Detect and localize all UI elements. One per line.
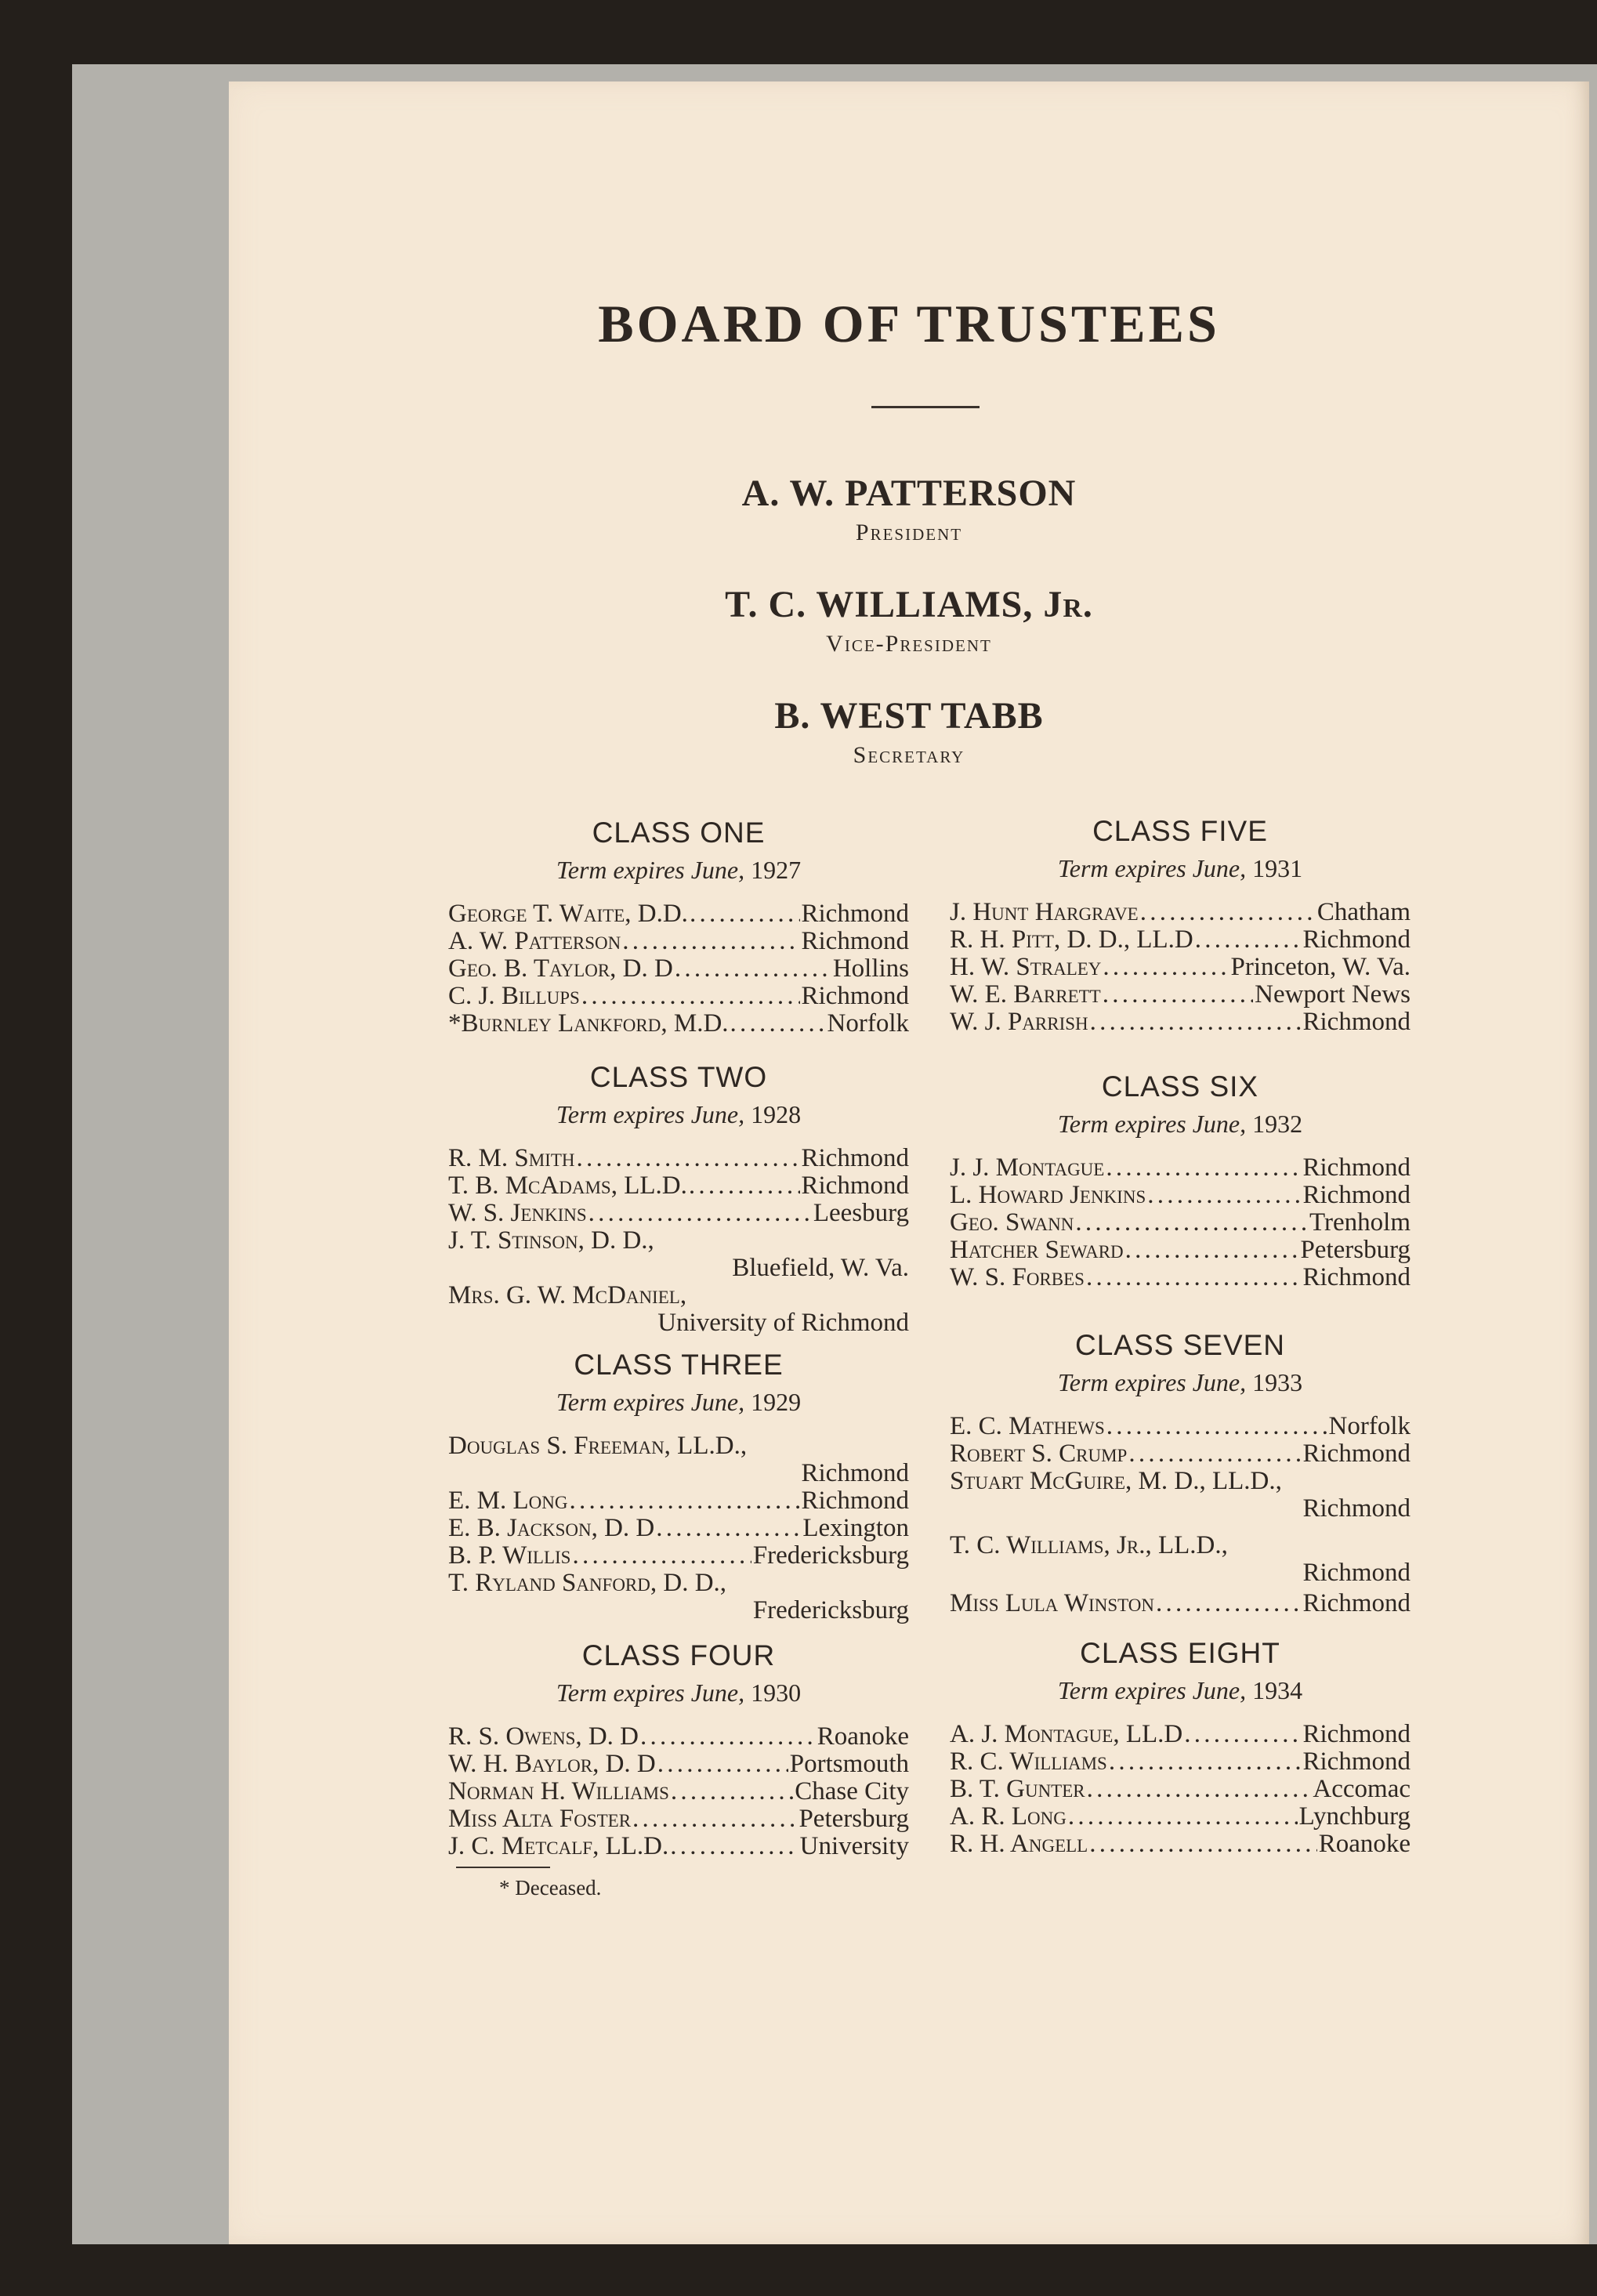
class-three xyxy=(448,1349,909,1624)
footnote: * Deceased. xyxy=(499,1876,602,1899)
class-title: CLASS SIX xyxy=(1101,1070,1259,1103)
trustee-entry: W. S. Jenkins . . . Leesburg xyxy=(448,1200,909,1227)
trustee-entry: J. Hunt Hargrave . . . Chatham xyxy=(950,899,1411,926)
class-seven xyxy=(950,1329,1411,1617)
trustee-entry: Stuart McGuire, M. D., LL.D., Richmond xyxy=(950,1467,1411,1523)
trustee-entry: Norman H. Williams . . . Chase City xyxy=(448,1778,909,1805)
class-term: Term expires June, 1930 xyxy=(556,1679,802,1707)
officer-role: Secretary xyxy=(853,742,965,768)
class-term: Term expires June, 1931 xyxy=(1057,854,1303,882)
trustee-entry: Geo. Swann . . . Trenholm xyxy=(950,1209,1411,1237)
class-six xyxy=(950,1070,1411,1291)
trustee-entry: R. C. Williams . . . Richmond xyxy=(950,1748,1411,1776)
trustee-entry: J. T. Stinson, D. D., Bluefield, W. Va. xyxy=(448,1226,909,1282)
page-title: BOARD OF TRUSTEES xyxy=(598,294,1220,353)
trustee-entry: J. C. Metcalf, LL.D. . . . University xyxy=(448,1833,909,1860)
trustee-entry: Geo. B. Taylor, D. D . . . Hollins xyxy=(448,955,909,983)
trustee-entry: T. B. McAdams, LL.D. . . . Richmond xyxy=(448,1172,909,1200)
trustee-entry: B. T. Gunter . . . Accomac xyxy=(950,1776,1411,1803)
class-five xyxy=(950,815,1411,1036)
class-title: CLASS FOUR xyxy=(581,1639,776,1671)
officer-suffix: Jr. xyxy=(1043,584,1093,625)
trustee-entry: A. R. Long . . . Lynchburg xyxy=(950,1803,1411,1831)
trustee-entry: R. H. Pitt, D. D., LL.D . . . Richmond xyxy=(950,926,1411,954)
class-term: Term expires June, 1934 xyxy=(1057,1676,1303,1704)
class-title: CLASS EIGHT xyxy=(1080,1637,1280,1669)
trustee-entry: Hatcher Seward . . . Petersburg xyxy=(950,1237,1411,1264)
class-four xyxy=(448,1639,909,1860)
trustee-entry: C. J. Billups . . . Richmond xyxy=(448,983,909,1010)
trustee-entry: T. Ryland Sanford, D. D., Fredericksburg xyxy=(448,1569,909,1624)
trustee-entry: T. C. Williams, Jr., LL.D., Richmond xyxy=(950,1531,1411,1587)
class-title: CLASS ONE xyxy=(592,817,766,849)
trustee-entry: W. J. Parrish . . . Richmond xyxy=(950,1009,1411,1036)
trustee-entry: R. M. Smith . . . Richmond xyxy=(448,1145,909,1172)
document-page xyxy=(229,81,1589,2244)
trustee-entry: W. E. Barrett . . . Newport News xyxy=(950,981,1411,1009)
class-term: Term expires June, 1927 xyxy=(556,856,802,884)
class-title: CLASS THREE xyxy=(574,1349,784,1381)
trustee-entry: George T. Waite, D.D. . . . Richmond xyxy=(448,900,909,928)
trustee-entry: E. C. Mathews . . . Norfolk xyxy=(950,1413,1411,1440)
officer-name: A. W. PATTERSON xyxy=(741,473,1077,514)
trustee-entry: R. S. Owens, D. D . . . Roanoke xyxy=(448,1723,909,1751)
trustee-entry: E. M. Long . . . Richmond xyxy=(448,1487,909,1515)
class-term: Term expires June, 1932 xyxy=(1057,1110,1303,1138)
title-rule xyxy=(871,406,980,408)
footnote-rule xyxy=(456,1867,550,1868)
class-title: CLASS SEVEN xyxy=(1074,1329,1286,1361)
trustee-entry: Douglas S. Freeman, LL.D., Richmond xyxy=(448,1432,909,1487)
class-term: Term expires June, 1929 xyxy=(556,1388,802,1416)
officer-vice-president xyxy=(229,583,1589,657)
class-term: Term expires June, 1933 xyxy=(1057,1368,1303,1396)
trustee-entry: Miss Alta Foster . . . Petersburg xyxy=(448,1805,909,1833)
officer-secretary xyxy=(229,694,1589,769)
class-title: CLASS FIVE xyxy=(1092,815,1268,847)
trustee-entry: A. W. Patterson . . . Richmond xyxy=(448,928,909,955)
trustee-entry: A. J. Montague, LL.D . . . Richmond xyxy=(950,1721,1411,1748)
class-two xyxy=(448,1061,909,1337)
class-term: Term expires June, 1928 xyxy=(556,1100,802,1128)
trustee-entry: R. H. Angell . . . Roanoke xyxy=(950,1831,1411,1858)
officer-role: Vice-President xyxy=(826,631,992,657)
trustee-entry: Robert S. Crump . . . Richmond xyxy=(950,1440,1411,1468)
trustee-entry: *Burnley Lankford, M.D. . . . Norfolk xyxy=(448,1010,909,1038)
trustee-entry: W. H. Baylor, D. D . . . Portsmouth xyxy=(448,1751,909,1778)
trustee-entry: B. P. Willis . . . Fredericksburg xyxy=(448,1542,909,1570)
officer-president xyxy=(229,472,1589,546)
class-eight xyxy=(950,1637,1411,1858)
officer-name: B. WEST TABB xyxy=(774,695,1044,737)
trustee-entry: J. J. Montague . . . Richmond xyxy=(950,1154,1411,1182)
trustee-entry: E. B. Jackson, D. D . . . Lexington xyxy=(448,1515,909,1542)
trustee-entry: W. S. Forbes . . . Richmond xyxy=(950,1264,1411,1291)
class-title: CLASS TWO xyxy=(589,1061,768,1093)
class-one xyxy=(448,817,909,1038)
trustee-entry: Miss Lula Winston . . . Richmond xyxy=(950,1590,1411,1617)
trustee-entry: Mrs. G. W. McDaniel, University of Richmond xyxy=(448,1281,909,1337)
officer-role: President xyxy=(855,520,963,545)
trustee-entry: L. Howard Jenkins . . . Richmond xyxy=(950,1182,1411,1209)
officer-name: T. C. WILLIAMS, xyxy=(725,584,1034,625)
trustee-entry: H. W. Straley . . . Princeton, W. Va. xyxy=(950,954,1411,981)
